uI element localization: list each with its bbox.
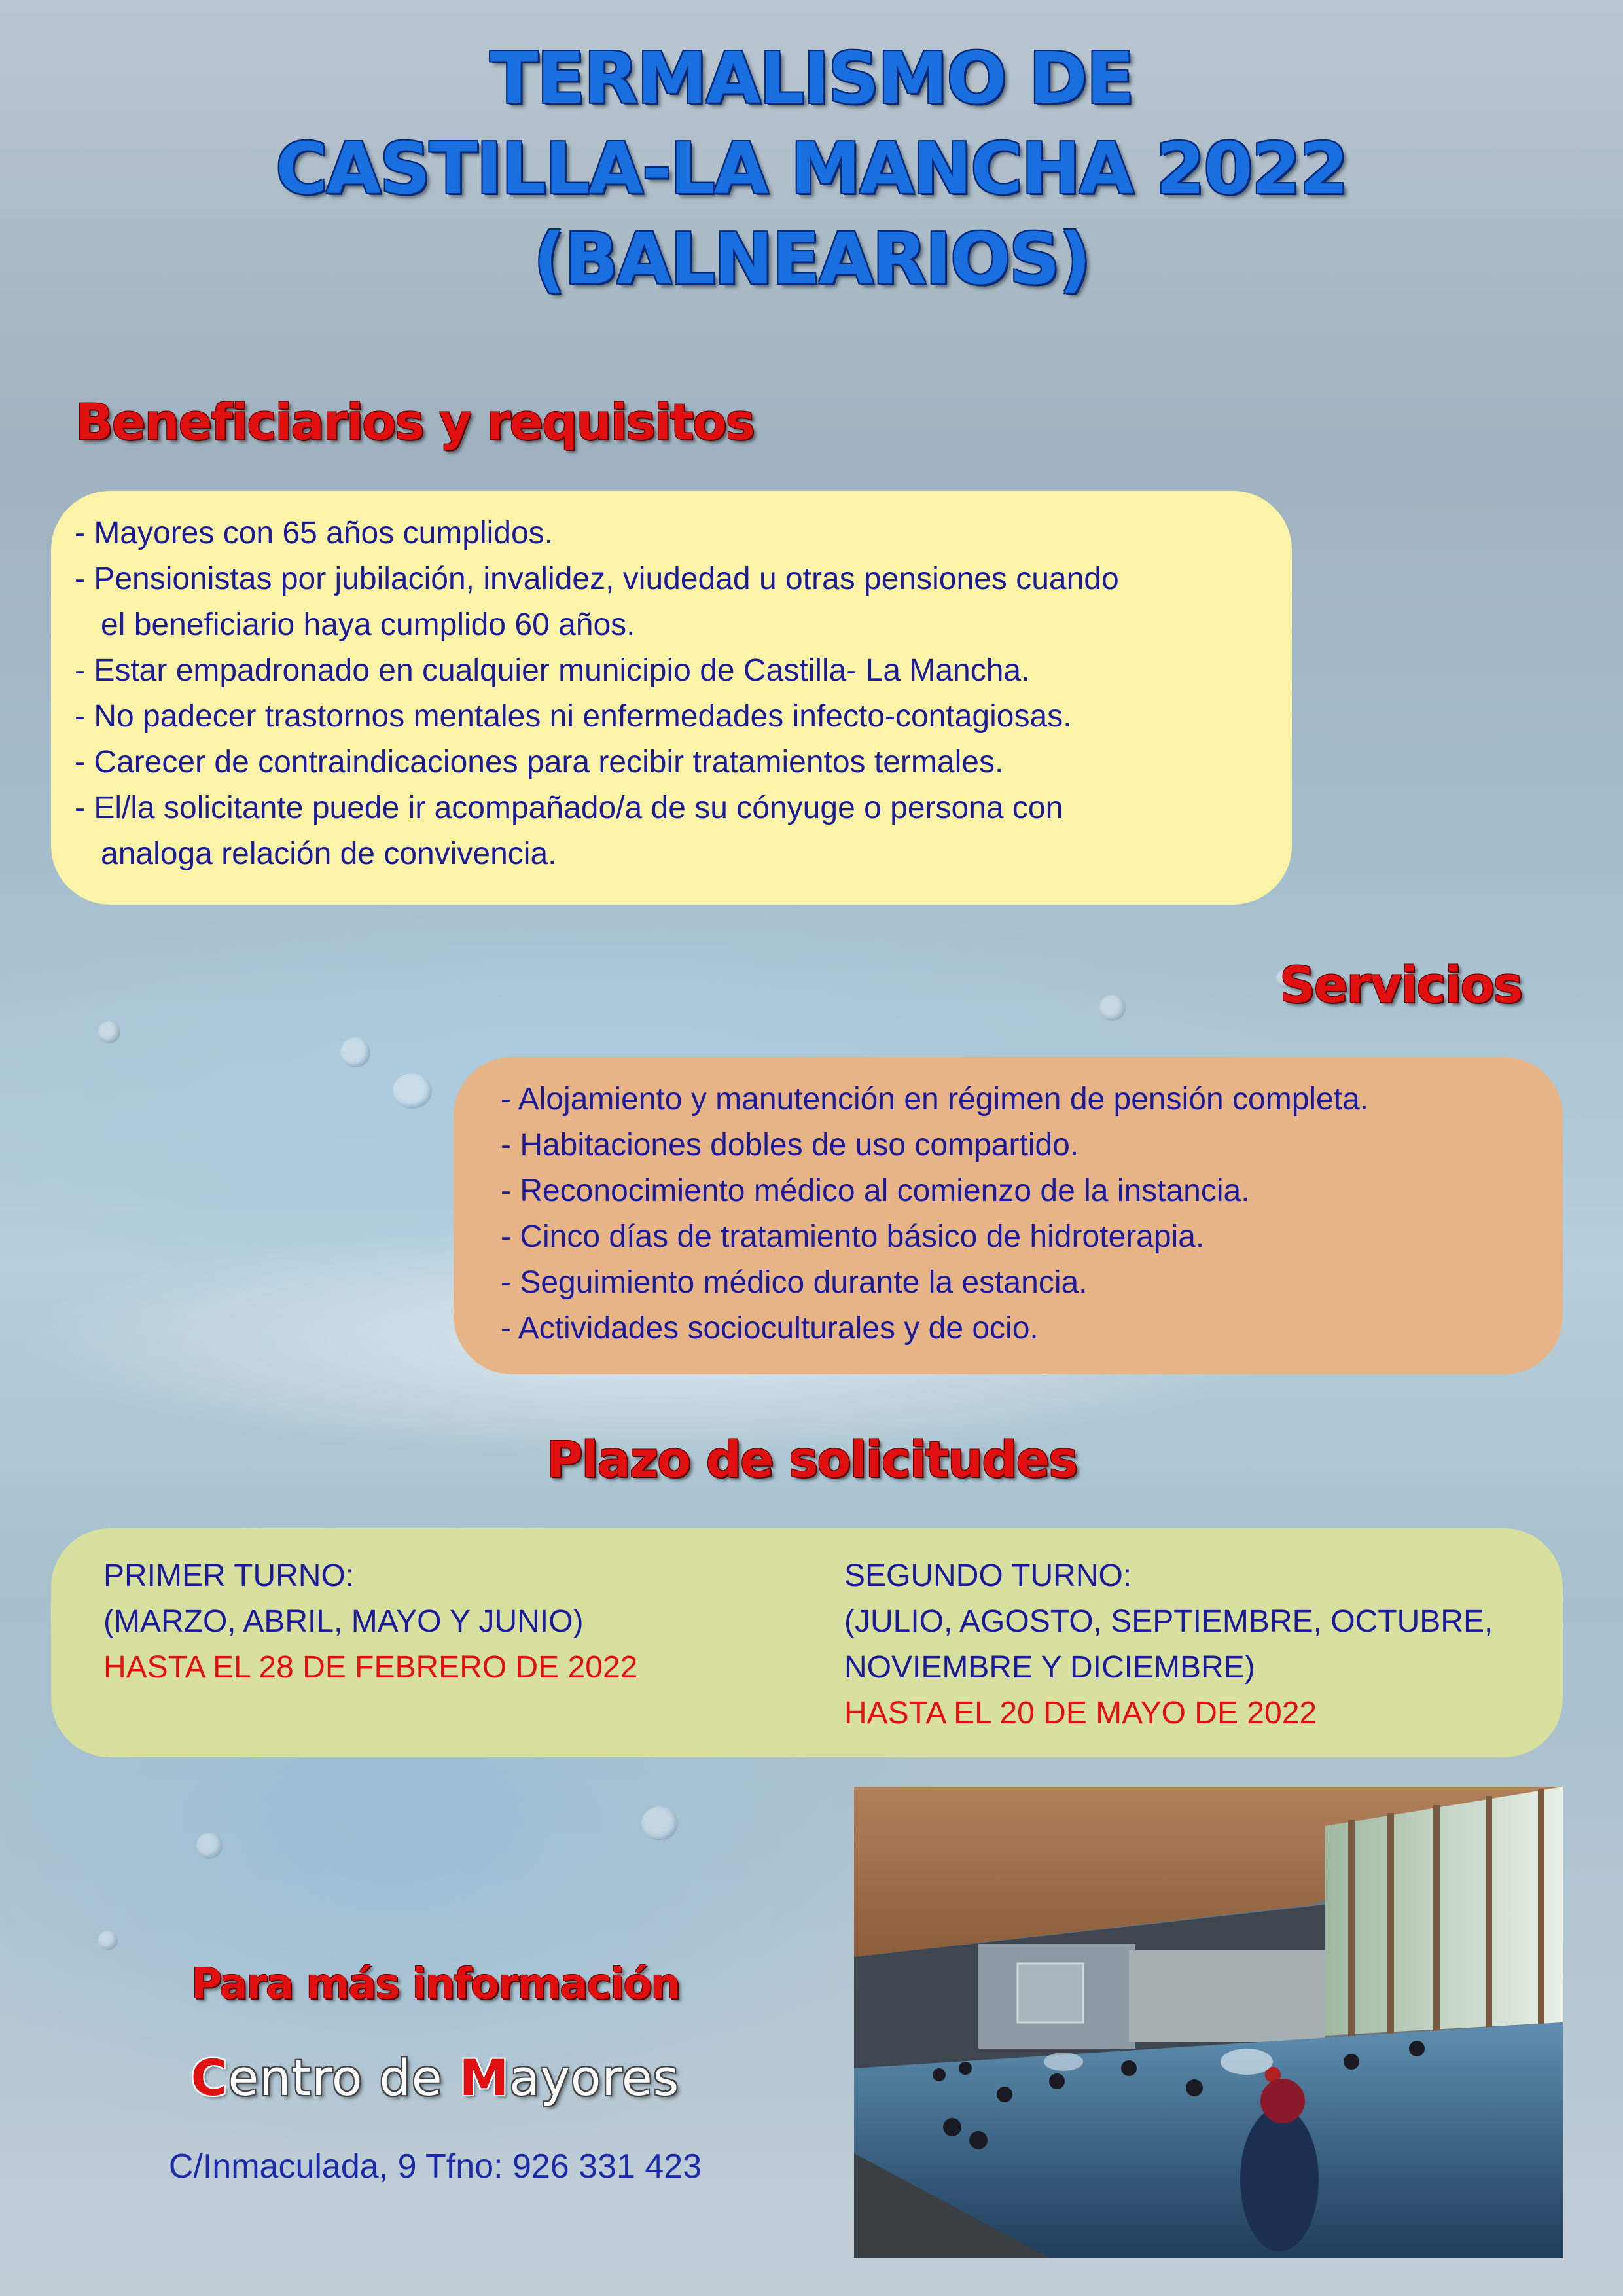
beneficiarios-line: - Estar empadronado en cualquier municipio de Castilla- La Mancha. — [75, 653, 1030, 688]
primer-turno-deadline: HASTA EL 28 DE FEBRERO DE 2022 — [103, 1650, 638, 1685]
info-heading: Para más información — [191, 1960, 679, 2009]
servicios-line: - Reconocimiento médico al comienzo de la instancia. — [501, 1174, 1250, 1208]
title-line-1: TERMALISMO DE — [490, 38, 1133, 120]
segundo-turno-label: SEGUNDO TURNO: — [844, 1558, 1132, 1593]
segundo-turno-deadline: HASTA EL 20 DE MAYO DE 2022 — [844, 1696, 1317, 1731]
servicios-box — [454, 1057, 1563, 1374]
poster-title — [0, 34, 1623, 305]
servicios-line: - Alojamiento y manutención en régimen de pensión completa. — [501, 1082, 1369, 1117]
beneficiarios-line: - No padecer trastornos mentales ni enfermedades infecto-contagiosas. — [75, 699, 1072, 734]
centro-text-1: entro de — [228, 2049, 459, 2107]
segundo-turno-months: (JULIO, AGOSTO, SEPTIEMBRE, OCTUBRE, — [844, 1604, 1493, 1639]
beneficiarios-box — [51, 491, 1292, 905]
spa-pool-photo — [854, 1787, 1563, 2258]
segundo-turno — [844, 1553, 1493, 1736]
water-droplet — [1099, 995, 1126, 1021]
servicios-line: - Seguimiento médico durante la estancia. — [501, 1265, 1088, 1300]
servicios-line: - Habitaciones dobles de uso compartido. — [501, 1128, 1079, 1162]
servicios-line: - Cinco días de tratamiento básico de hidroterapia. — [501, 1219, 1205, 1254]
servicios-line: - Actividades socioculturales y de ocio. — [501, 1311, 1039, 1346]
beneficiarios-line: - Mayores con 65 años cumplidos. — [75, 516, 554, 550]
heading-beneficiarios: Beneficiarios y requisitos — [75, 393, 754, 451]
water-droplet — [641, 1806, 678, 1840]
plazo-box — [51, 1528, 1563, 1757]
beneficiarios-line: - Carecer de contraindicaciones para recibir tratamientos termales. — [75, 745, 1004, 780]
water-droplet — [196, 1833, 223, 1859]
beneficiarios-line: el beneficiario haya cumplido 60 años. — [101, 607, 635, 642]
primer-turno-months: (MARZO, ABRIL, MAYO Y JUNIO) — [103, 1604, 584, 1639]
centro-initial-c: C — [190, 2049, 228, 2107]
heading-plazo: Plazo de solicitudes — [546, 1430, 1077, 1488]
heading-servicios: Servicios — [1279, 956, 1522, 1014]
water-droplet — [393, 1073, 432, 1109]
segundo-turno-months: NOVIEMBRE Y DICIEMBRE) — [844, 1650, 1255, 1685]
centro-de-mayores — [0, 2049, 870, 2107]
beneficiarios-line: - El/la solicitante puede ir acompañado/a de su cónyuge o persona con — [75, 791, 1063, 825]
centro-initial-m: M — [459, 2049, 510, 2107]
centro-text-2: ayores — [509, 2049, 680, 2107]
water-droplet — [98, 1021, 120, 1043]
beneficiarios-line: analoga relación de convivencia. — [101, 836, 557, 871]
water-droplet — [340, 1037, 370, 1067]
title-line-2: CASTILLA-LA MANCHA 2022 — [276, 128, 1347, 210]
primer-turno — [103, 1553, 637, 1691]
address-phone: C/Inmaculada, 9 Tfno: 926 331 423 — [168, 2147, 702, 2185]
primer-turno-label: PRIMER TURNO: — [103, 1558, 355, 1593]
title-line-3: (BALNEARIOS) — [533, 219, 1090, 300]
water-droplet — [98, 1931, 118, 1950]
beneficiarios-line: - Pensionistas por jubilación, invalidez, viudedad u otras pensiones cuando — [75, 562, 1119, 596]
